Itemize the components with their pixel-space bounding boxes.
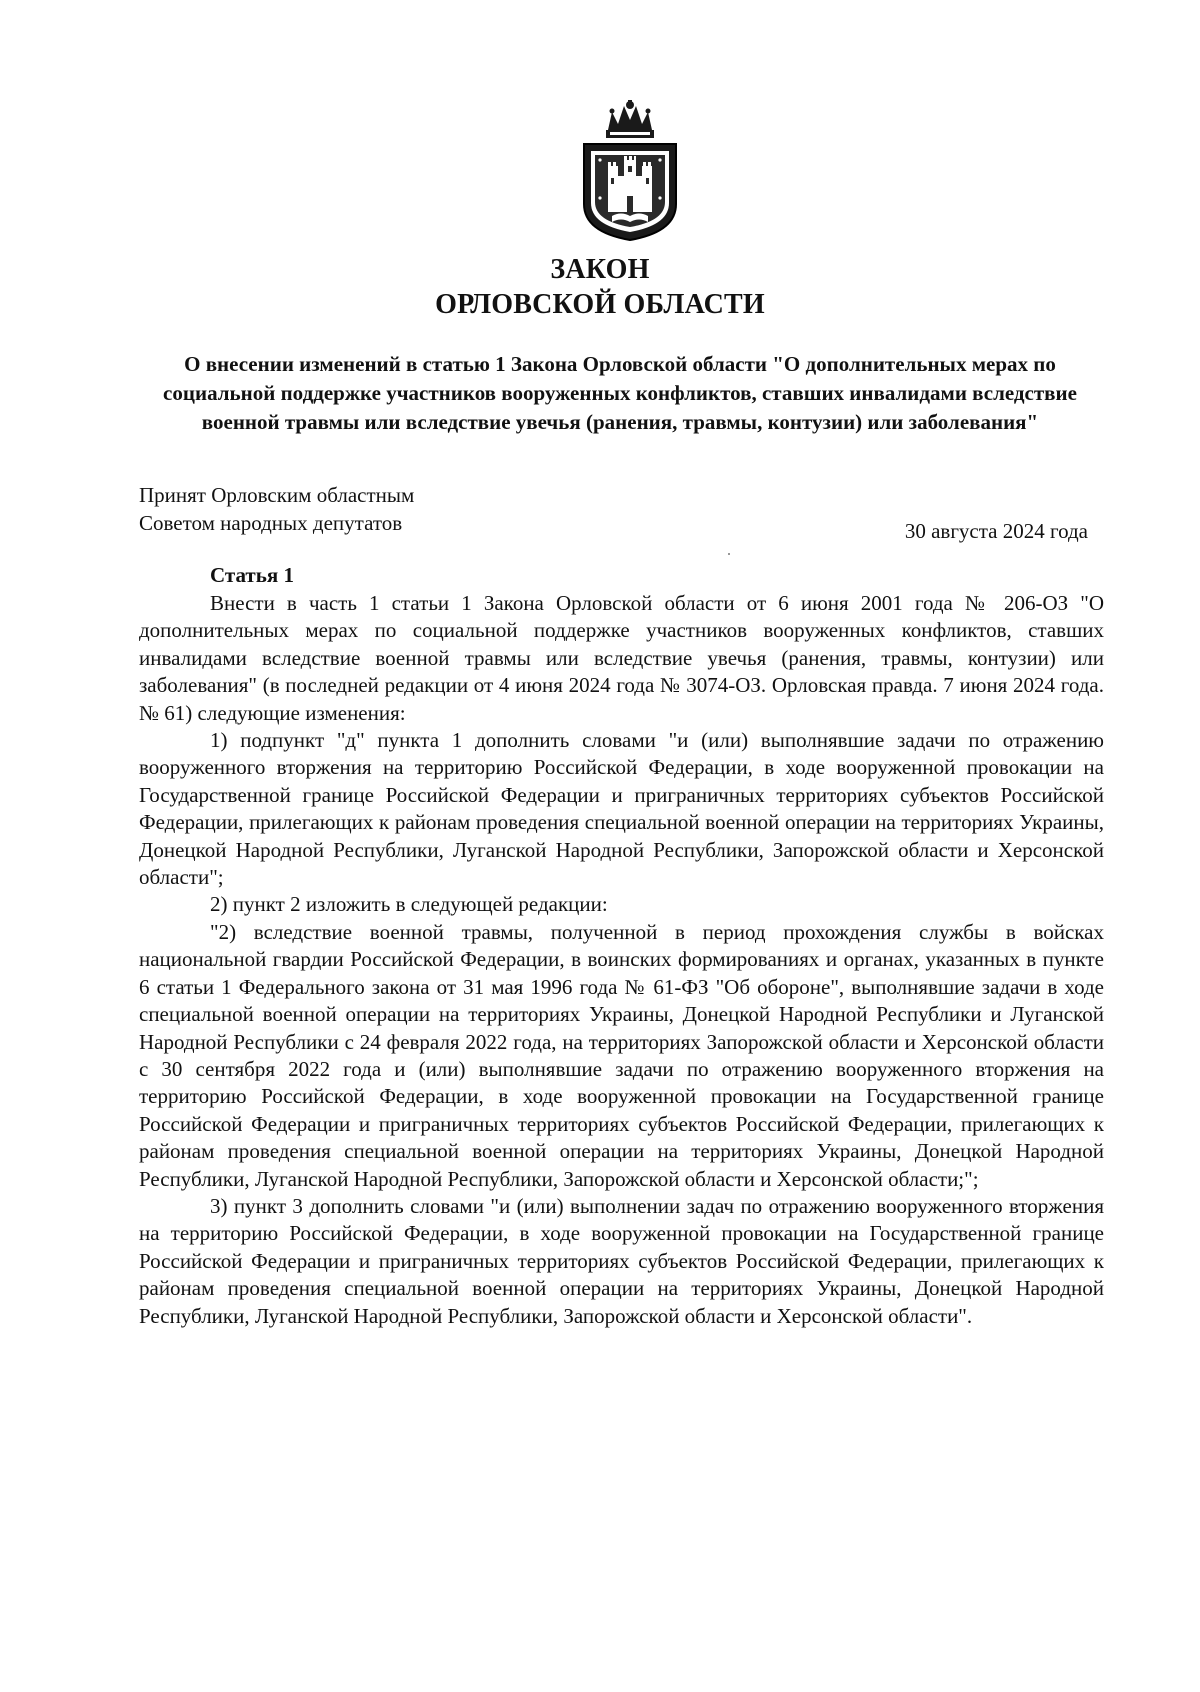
law-subject-heading: О внесении изменений в статью 1 Закона Орловской области "О дополнительных мерах по социальной поддержке участников вооруженных конфликтов, ставших инвалидами вследствие военной травмы или вследствие увечья (ранения, травмы, контузии) или заболевания"	[163, 352, 1077, 434]
adoption-note-line1: Принят Орловским областным	[139, 483, 415, 507]
article-paragraph: 3) пункт 3 дополнить словами "и (или) выполнении задач по отражению вооруженного вторжения на территорию Российской Федерации, в ходе вооруженной провокации на Государственной границе Российской Федерации и приграничных территориях субъектов Российской Федерации, прилегающих к районам проведения специальной военной операции на территориях Украины, Донецкой Народной Республики, Луганской Народной Республики, Запорожской области и Херсонской области".	[139, 1193, 1104, 1328]
article-paragraph: 1) подпункт "д" пункта 1 дополнить словами "и (или) выполнявшие задачи по отражению вооруженного вторжения на территорию Российской Федерации, в ходе вооруженной провокации на Государственной границе Российской Федерации и приграничных территориях субъектов Российской Федерации, прилегающих к районам проведения специальной военной операции на территориях Украины, Донецкой Народной Республики, Луганской Народной Республики, Запорожской области и Херсонской области";	[139, 728, 1104, 890]
oryol-oblast-coat-of-arms-icon	[572, 100, 688, 242]
scan-speck	[728, 553, 730, 555]
document-title-region: ОРЛОВСКОЙ ОБЛАСТИ	[435, 289, 765, 320]
article-paragraph: 2) пункт 2 изложить в следующей редакции:	[210, 892, 608, 917]
adoption-note-line2: Советом народных депутатов	[139, 511, 403, 535]
article-paragraph: "2) вследствие военной травмы, полученной в период прохождения службы в войсках национальной гвардии Российской Федерации, в воинских формированиях и органах, указанных в пункте 6 статьи 1 Федерального закона от 31 мая 1996 года № 61-ФЗ "Об обороне", выполнявшие задачи в ходе специальной военной операции на территориях Украины, Донецкой Народной Республики и Луганской Народной Республики с 24 февраля 2022 года, на территориях Запорожской области и Херсонской области с 30 сентября 2022 года и (или) выполнявшие задачи по отражению вооруженного вторжения на территорию Российской Федерации, в ходе вооруженной провокации на Государственной границе Российской Федерации и приграничных территориях субъектов Российской Федерации, прилегающих к районам проведения специальной военной операции на территориях Украины, Донецкой Народной Республики, Луганской Народной Республики, Запорожской области и Херсонской области;";	[139, 919, 1104, 1191]
article-heading: Статья 1	[210, 563, 294, 587]
adoption-note	[139, 481, 414, 537]
article-body	[139, 590, 1104, 1330]
article-paragraph: Внести в часть 1 статьи 1 Закона Орловской области от 6 июня 2001 года № 206-ОЗ "О дополнительных мерах по социальной поддержке участников вооруженных конфликтов, ставших инвалидами вследствие военной травмы или вследствие увечья (ранения, травмы, контузии) или заболевания" (в последней редакции от 4 июня 2024 года № 3074-ОЗ. Орловская правда. 7 июня 2024 года. № 61) следующие изменения:	[139, 591, 1104, 725]
adoption-date: 30 августа 2024 года	[904, 519, 1088, 543]
document-title-law: ЗАКОН	[550, 254, 650, 285]
